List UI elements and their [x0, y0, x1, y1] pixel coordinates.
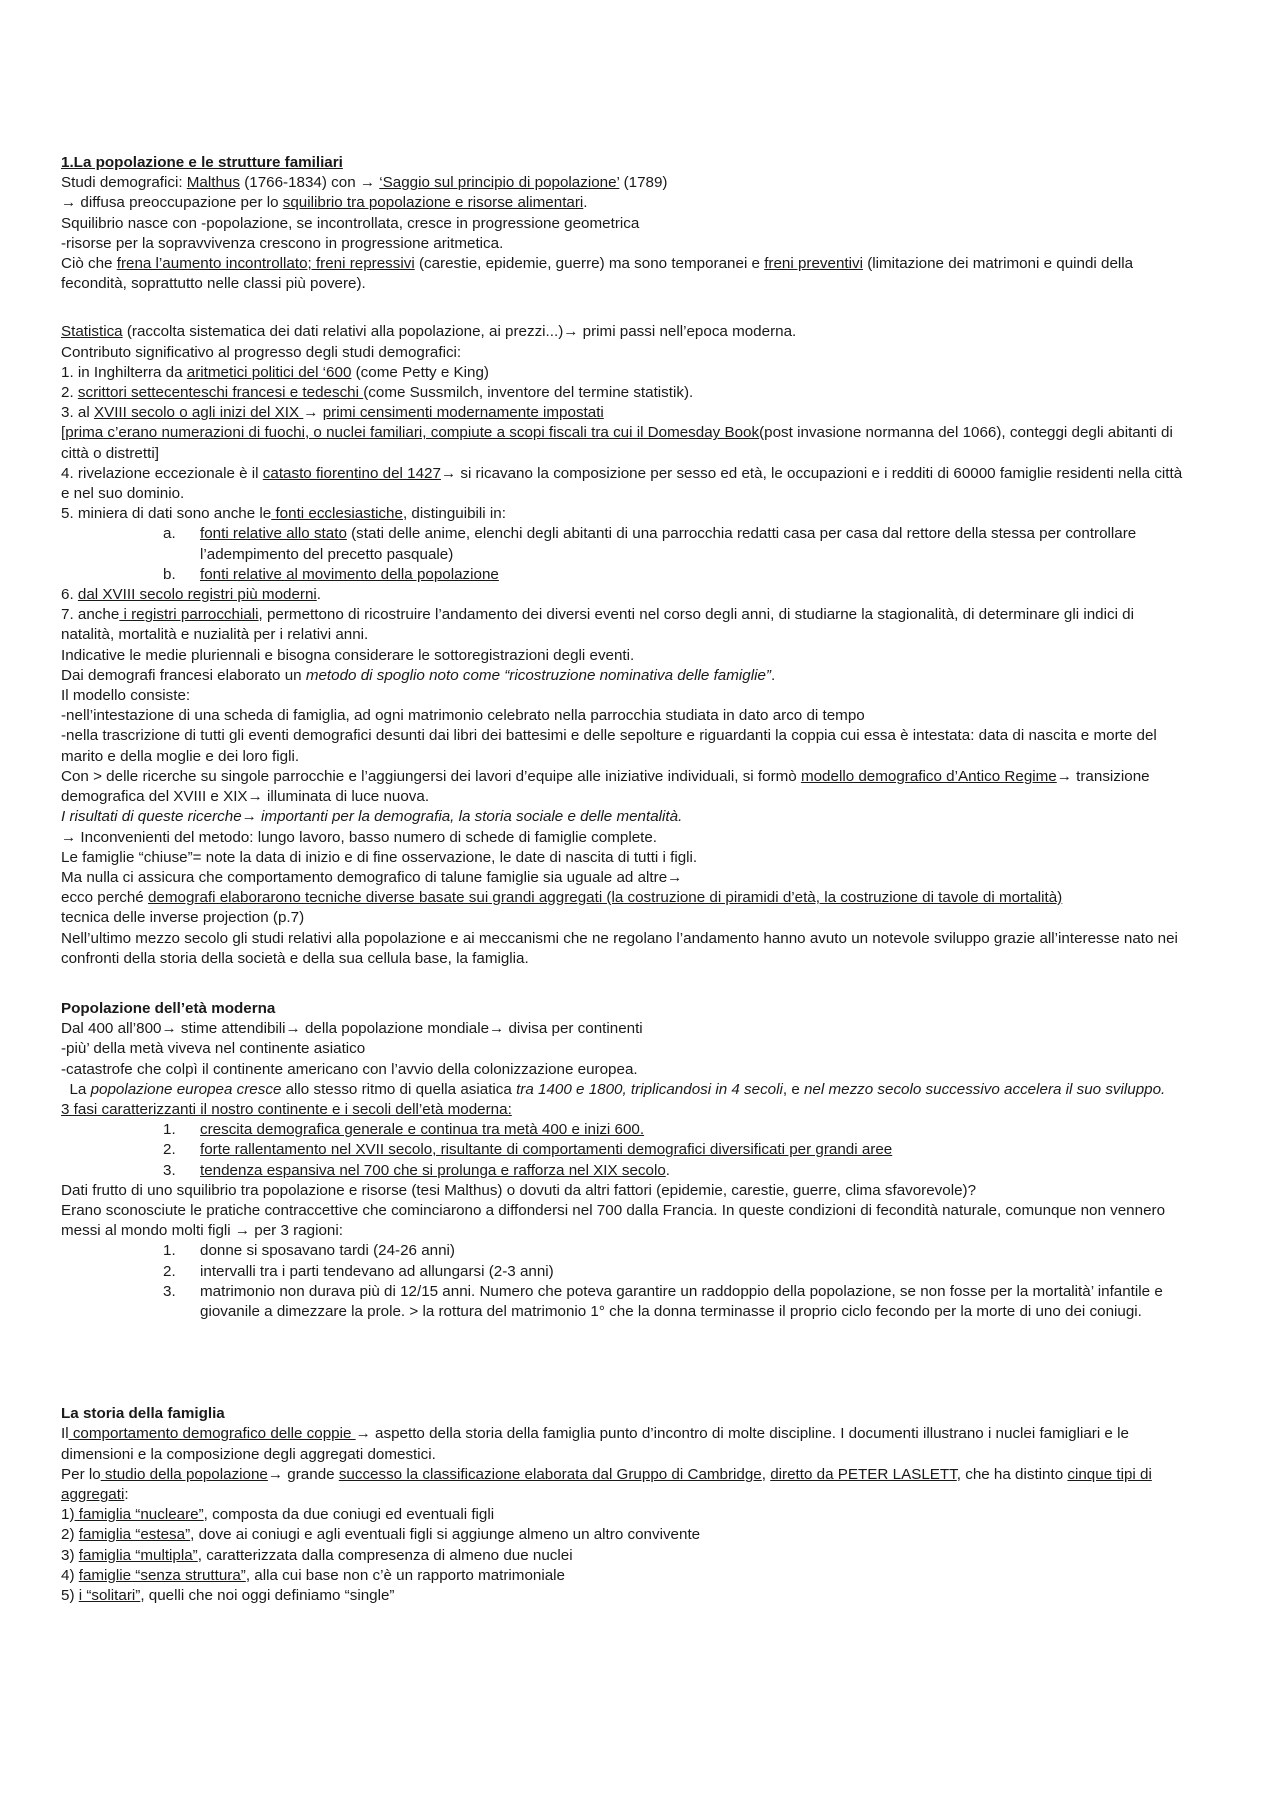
paragraph: I risultati di queste ricerche→ importanti per la demografia, la storia sociale e delle mentalità.: [61, 808, 683, 826]
numbered-item: 2. forte rallentamento nel XVII secolo, risultante di comportamenti demografici diversificati per grandi aree: [163, 1141, 893, 1159]
list-item: 6. dal XVIII secolo registri più moderni.: [61, 586, 322, 604]
list-item: 1. in Inghilterra da aritmetici politici del ‘600 (come Petty e King): [61, 363, 489, 381]
paragraph: Dai demografi francesi elaborato un metodo di spoglio noto come “ricostruzione nominativa delle famiglie”.: [61, 666, 776, 684]
paragraph: Ma nulla ci assicura che comportamento demografico di talune famiglie sia uguale ad altre→: [61, 868, 683, 886]
numbered-item: 1. donne si sposavano tardi (24-26 anni): [163, 1242, 455, 1260]
paragraph: La popolazione europea cresce allo stesso ritmo di quella asiatica tra 1400 e 1800, triplicandosi in 4 secoli, e nel mezzo secolo successivo accelera il suo sviluppo.: [61, 1080, 1166, 1098]
paragraph: -risorse per la sopravvivenza crescono in progressione aritmetica.: [61, 234, 504, 252]
paragraph: Con > delle ricerche su singole parrocchie e l’aggiungersi dei lavori d’equipe alle iniziative individuali, si formò modello demografico d’Antico Regime→ transizione demografica del XVIII e XIX→ illuminata di luce nuova.: [61, 767, 1150, 806]
numbered-item: 3. tendenza espansiva nel 700 che si prolunga e rafforza nel XIX secolo.: [163, 1161, 671, 1179]
paragraph: -più’ della metà viveva nel continente asiatico: [61, 1040, 366, 1058]
paragraph: Nell’ultimo mezzo secolo gli studi relativi alla popolazione e ai meccanismi che ne regolano l’andamento hanno avuto un notevole sviluppo grazie all’interesse nato nei confronti della storia della società e della sua cellula base, la famiglia.: [61, 929, 1178, 967]
paragraph: Indicative le medie pluriennali e bisogna considerare le sottoregistrazioni degli eventi.: [61, 646, 635, 664]
paragraph: -catastrofe che colpì il continente americano con l’avvio della colonizzazione europea.: [61, 1060, 638, 1078]
paragraph: → diffusa preoccupazione per lo squilibrio tra popolazione e risorse alimentari.: [61, 194, 588, 212]
paragraph: ecco perché demografi elaborarono tecniche diverse basate sui grandi aggregati (la costruzione di piramidi d’età, la costruzione di tavole di mortalità): [61, 889, 1063, 907]
numbered-item: 1. crescita demografica generale e continua tra metà 400 e inizi 600.: [163, 1121, 645, 1139]
list-item: 2) famiglia “estesa”, dove ai coniugi e agli eventuali figli si aggiunge almeno un altro convivente: [61, 1526, 701, 1544]
list-item: 3. al XVIII secolo o agli inizi del XIX → primi censimenti modernamente impostati: [61, 404, 604, 422]
list-item: 4. rivelazione eccezionale è il catasto fiorentino del 1427→ si ricavano la composizione per sesso ed età, le occupazioni e i redditi di 60000 famiglie residenti nella città e nel suo dominio.: [61, 464, 1183, 503]
paragraph: Studi demografici: Malthus (1766-1834) con → ‘Saggio sul principio di popolazione’ (1789): [61, 174, 668, 192]
paragraph: Per lo studio della popolazione→ grande successo la classificazione elaborata dal Gruppo di Cambridge, diretto da PETER LASLETT, che ha distinto cinque tipi di aggregati:: [61, 1465, 1152, 1503]
list-item: 2. scrittori settecenteschi francesi e tedeschi (come Sussmilch, inventore del termine statistik).: [61, 384, 694, 402]
paragraph: Contributo significativo al progresso degli studi demografici:: [61, 343, 462, 361]
list-item: 3) famiglia “multipla”, caratterizzata dalla compresenza di almeno due nuclei: [61, 1546, 573, 1564]
list-item: 4) famiglie “senza struttura”, alla cui base non c’è un rapporto matrimoniale: [61, 1566, 565, 1584]
numbered-item: 3. matrimonio non durava più di 12/15 anni. Numero che poteva garantire un raddoppio della popolazione, se non fosse per la mortalità’ infantile e giovanile a dimezzare la prole. > la rottura del matrimonio 1° che la donna terminasse il proprio ciclo fecondo per la morte di uno dei coniugi.: [163, 1282, 1163, 1320]
sub-list-item: b. fonti relative al movimento della popolazione: [163, 565, 499, 583]
document-page: [61, 153, 1186, 1606]
numbered-item: 2. intervalli tra i parti tendevano ad allungarsi (2-3 anni): [163, 1262, 554, 1280]
sub-list-item: a. fonti relative allo stato (stati delle anime, elenchi degli abitanti di una parrocchia redatti casa per casa dal rettore della stessa per controllare l’adempimento del precetto pasquale): [163, 525, 1137, 563]
spacer: [61, 294, 1186, 322]
section-title: La storia della famiglia: [61, 1405, 225, 1423]
spacer: [61, 1322, 1186, 1404]
section-title: 1.La popolazione e le strutture familiari: [61, 154, 343, 171]
paragraph: -nell’intestazione di una scheda di famiglia, ad ogni matrimonio celebrato nella parrocchia studiata in dato arco di tempo: [61, 707, 865, 725]
paragraph: Statistica (raccolta sistematica dei dati relativi alla popolazione, ai prezzi...)→ primi passi nell’epoca moderna.: [61, 323, 797, 341]
list-item: 1) famiglia “nucleare”, composta da due coniugi ed eventuali figli: [61, 1506, 495, 1524]
paragraph: -nella trascrizione di tutti gli eventi demografici desunti dai libri dei battesimi e delle sepolture e riguardanti la coppia cui essa è intestata: data di nascita e morte del marito e della moglie e dei loro figli.: [61, 727, 1157, 765]
list-item: 5. miniera di dati sono anche le fonti ecclesiastiche, distinguibili in:: [61, 505, 506, 523]
spacer: [61, 969, 1186, 999]
paragraph: Squilibrio nasce con -popolazione, se incontrollata, cresce in progressione geometrica: [61, 214, 640, 232]
paragraph: Il modello consiste:: [61, 687, 191, 705]
paragraph: → Inconvenienti del metodo: lungo lavoro, basso numero di schede di famiglie complete.: [61, 828, 658, 846]
paragraph: 3 fasi caratterizzanti il nostro continente e i secoli dell’età moderna:: [61, 1100, 512, 1118]
list-item: 7. anche i registri parrocchiali, permettono di ricostruire l’andamento dei diversi eventi nel corso degli anni, di studiarne la stagionalità, di determinare gli indici di natalità, mortalità e nuzialità per i relativi anni.: [61, 606, 1134, 644]
section-title: Popolazione dell’età moderna: [61, 999, 276, 1017]
paragraph: Dati frutto di uno squilibrio tra popolazione e risorse (tesi Malthus) o dovuti da altri fattori (epidemie, carestie, guerre, clima sfavorevole)?: [61, 1181, 977, 1199]
paragraph: Ciò che frena l’aumento incontrollato; freni repressivi (carestie, epidemie, guerre) ma sono temporanei e freni preventivi (limitazione dei matrimoni e quindi della fecondità, soprattutto nelle classi più povere).: [61, 255, 1134, 293]
list-item: 5) i “solitari”, quelli che noi oggi definiamo “single”: [61, 1587, 395, 1604]
paragraph: tecnica delle inverse projection (p.7): [61, 909, 305, 927]
paragraph: Dal 400 all’800→ stime attendibili→ della popolazione mondiale→ divisa per continenti: [61, 1020, 643, 1038]
paragraph: [prima c’erano numerazioni di fuochi, o nuclei familiari, compiute a scopi fiscali tra cui il Domesday Book(post invasione normanna del 1066), conteggi degli abitanti di città o distretti]: [61, 424, 1173, 462]
paragraph: Il comportamento demografico delle coppie → aspetto della storia della famiglia punto d’incontro di molte discipline. I documenti illustrano i nuclei famigliari e le dimensioni e la composizione degli aggregati domestici.: [61, 1425, 1129, 1463]
paragraph: Le famiglie “chiuse”= note la data di inizio e di fine osservazione, le date di nascita di tutti i figli.: [61, 848, 698, 866]
paragraph: Erano sconosciute le pratiche contraccettive che cominciarono a diffondersi nel 700 dalla Francia. In queste condizioni di fecondità naturale, comunque non vennero messi al mondo molti figli → per 3 ragioni:: [61, 1201, 1166, 1240]
